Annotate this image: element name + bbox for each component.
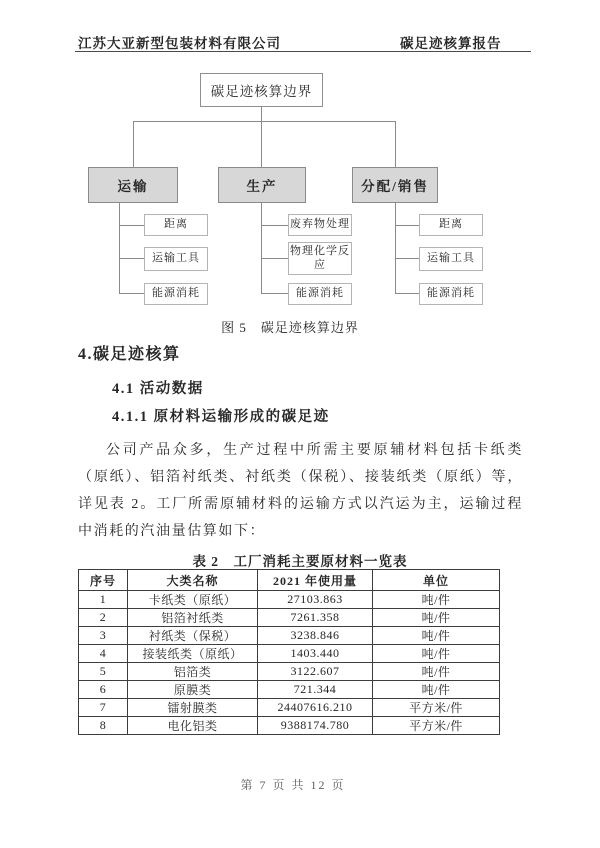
flowchart-root-node: 碳足迹核算边界	[200, 73, 323, 107]
connector-line	[261, 293, 288, 294]
cell-index: 2	[79, 609, 128, 627]
cell-usage: 7261.358	[258, 609, 373, 627]
cell-index: 3	[79, 627, 128, 645]
leaf-node-energy: 能源消耗	[144, 283, 208, 305]
connector-line	[119, 203, 120, 294]
connector-line	[119, 225, 144, 226]
connector-line	[261, 121, 262, 167]
section-heading-4: 4.碳足迹核算	[78, 346, 181, 363]
table-row	[79, 663, 500, 681]
table-title: 表 2 工厂消耗主要原材料一览表	[192, 554, 408, 569]
leaf-node-waste: 废弃物处理	[288, 214, 352, 236]
connector-line	[119, 258, 144, 259]
cell-category: 原膜类	[128, 681, 258, 699]
table-row	[79, 627, 500, 645]
cell-usage: 721.344	[258, 681, 373, 699]
header-report-title: 碳足迹核算报告	[400, 36, 502, 51]
branch-node-production: 生产	[218, 167, 306, 203]
table-row	[79, 591, 500, 609]
cell-index: 5	[79, 663, 128, 681]
leaf-node-physchem: 物理化学反应	[288, 242, 352, 275]
connector-line	[395, 293, 419, 294]
table-row	[79, 681, 500, 699]
connector-line	[261, 225, 288, 226]
cell-category: 卡纸类（原纸）	[128, 591, 258, 609]
body-paragraph: 公司产品众多，生产过程中所需主要原辅材料包括卡纸类（原纸）、铝箔衬纸类、衬纸类（保税）、接装纸类（原纸）等，详见表 2。工厂所需原辅材料的运输方式以汽运为主，运输过程中消耗的汽油量估算如下：	[78, 443, 523, 539]
col-header-usage: 2021 年使用量	[258, 570, 373, 591]
table-row	[79, 645, 500, 663]
connector-line	[261, 203, 262, 293]
cell-usage: 3238.846	[258, 627, 373, 645]
cell-unit: 平方米/件	[373, 699, 500, 717]
cell-category: 铝箔衬纸类	[128, 609, 258, 627]
cell-category: 镭射膜类	[128, 699, 258, 717]
cell-unit: 平方米/件	[373, 717, 500, 735]
cell-unit: 吨/件	[373, 645, 500, 663]
page-footer: 第 7 页 共 12 页	[240, 778, 346, 792]
cell-category: 电化铝类	[128, 717, 258, 735]
cell-unit: 吨/件	[373, 591, 500, 609]
connector-line	[395, 121, 396, 167]
connector-line	[133, 121, 396, 122]
cell-usage: 9388174.780	[258, 717, 373, 735]
cell-index: 1	[79, 591, 128, 609]
connector-line	[119, 293, 144, 294]
cell-unit: 吨/件	[373, 681, 500, 699]
section-heading-4-1-1: 4.1.1 原材料运输形成的碳足迹	[112, 409, 330, 425]
cell-unit: 吨/件	[373, 609, 500, 627]
cell-index: 4	[79, 645, 128, 663]
leaf-node-energy: 能源消耗	[288, 283, 352, 305]
cell-usage: 3122.607	[258, 663, 373, 681]
leaf-node-distance: 距离	[144, 214, 208, 236]
cell-usage: 24407616.210	[258, 699, 373, 717]
table-row	[79, 609, 500, 627]
leaf-node-distance: 距离	[419, 214, 483, 236]
col-header-unit: 单位	[373, 570, 500, 591]
connector-line	[395, 225, 419, 226]
connector-line	[261, 258, 288, 259]
section-heading-4-1: 4.1 活动数据	[112, 381, 204, 397]
leaf-node-vehicle: 运输工具	[144, 247, 208, 271]
cell-category: 接装纸类（原纸）	[128, 645, 258, 663]
header-rule	[75, 51, 531, 52]
table-row	[79, 717, 500, 735]
connector-line	[395, 203, 396, 293]
cell-index: 8	[79, 717, 128, 735]
leaf-node-energy: 能源消耗	[419, 283, 483, 305]
cell-unit: 吨/件	[373, 627, 500, 645]
branch-node-transport: 运输	[88, 167, 178, 203]
materials-table	[78, 569, 500, 735]
leaf-node-vehicle: 运输工具	[419, 247, 483, 271]
cell-usage: 1403.440	[258, 645, 373, 663]
figure-caption: 图 5 碳足迹核算边界	[221, 320, 359, 335]
col-header-index: 序号	[79, 570, 128, 591]
cell-index: 7	[79, 699, 128, 717]
cell-unit: 吨/件	[373, 663, 500, 681]
cell-index: 6	[79, 681, 128, 699]
table-row	[79, 699, 500, 717]
cell-usage: 27103.863	[258, 591, 373, 609]
col-header-category: 大类名称	[128, 570, 258, 591]
branch-node-distribution: 分配/销售	[352, 167, 438, 203]
table-header-row	[79, 570, 500, 591]
cell-category: 铝箔类	[128, 663, 258, 681]
connector-line	[261, 107, 262, 121]
cell-category: 衬纸类（保税）	[128, 627, 258, 645]
header-company-name: 江苏大亚新型包装材料有限公司	[78, 36, 281, 51]
connector-line	[133, 121, 134, 167]
connector-line	[395, 258, 419, 259]
